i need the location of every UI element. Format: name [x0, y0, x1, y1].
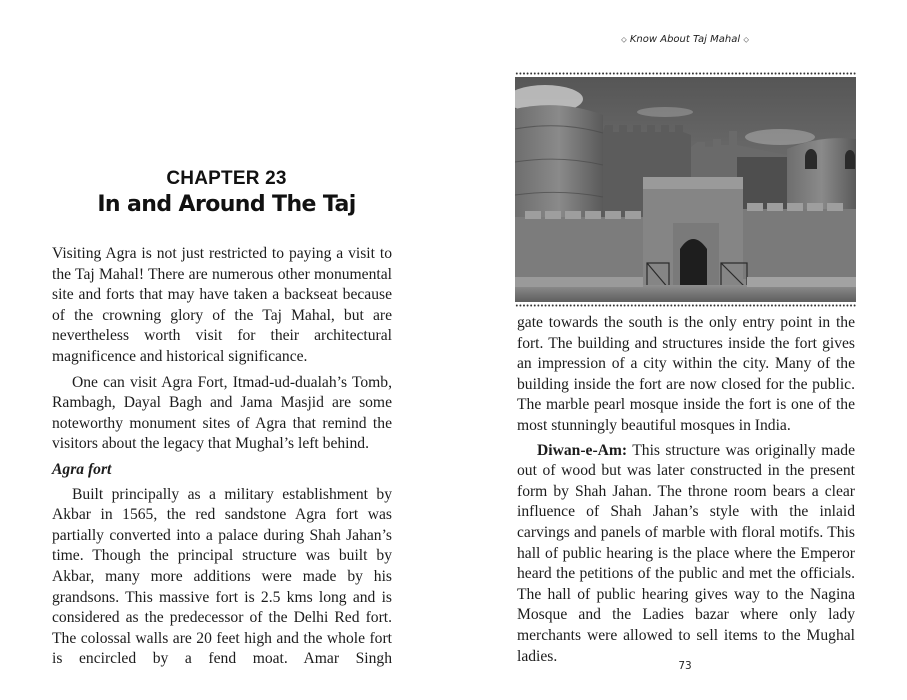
left-body-text — [52, 244, 392, 670]
paragraph-agra-fort: Built principally as a military establishment by Akbar in 1565, the red sandstone Agra fort was partially converted into a palace during Shah Jahan’s time. Though the principal structure was built by Akbar, many more additions were made by his grandsons. This massive fort is 2.5 kms long and is considered as the predecessor of the Delhi Red fort. The colossal walls are 20 feet high and the whole fort is encircled by a fend moat. Amar Singh — [52, 485, 392, 668]
paragraph-fort-continued: gate towards the south is the only entry point in the fort. The building and structures inside the fort gives an impression of a city within the city. Many of the building inside the fort are now closed for the public. The marble pearl mosque inside the fort is one of the most stunningly beautiful mosques in India. — [517, 314, 855, 434]
diwan-e-am-text: This structure was originally made out of wood but was later constructed in the present form by Shah Jahan. The throne room bears a clear influence of Shah Jahan’s style with the inlaid carvings and panels of marble with floral motifs. This hall of public hearing is the place where the Emperor heard the petitions of the public and met the officials. The hall of public hearing gives way to the Nagina Mosque and the Ladies bazar where only lady merchants were allowed to sell items to the Mughal ladies. — [517, 441, 855, 665]
fort-illustration — [515, 77, 856, 302]
page-number: 73 — [678, 660, 692, 672]
right-body-text — [517, 313, 855, 667]
bastion-window — [805, 149, 817, 169]
subhead-agra-fort: Agra fort — [52, 460, 112, 478]
dotted-rule-bottom — [515, 304, 856, 307]
cloud — [637, 107, 693, 117]
left-parapet — [515, 217, 645, 279]
chapter-title: In and Around The Taj — [97, 192, 356, 217]
gate-doorway — [680, 239, 707, 287]
right-parapet — [740, 209, 856, 279]
bastion-window — [845, 150, 855, 169]
dotted-rule-top — [515, 72, 856, 75]
paragraph-intro: Visiting Agra is not just restricted to paying a visit to the Taj Mahal! There are numerous other monumental site and forts that may have taken a backseat because of the crowning glory of the Taj Mahal, but are nevertheless worth visit for their architectural magnificence and historical significance. — [52, 245, 392, 365]
chapter-label: CHAPTER 23 — [166, 168, 287, 189]
cloud — [745, 129, 815, 145]
right-page — [453, 0, 907, 700]
term-diwan-e-am: Diwan-e-Am: — [537, 441, 628, 459]
ornament-left-icon: ⬦ — [621, 35, 627, 44]
gatehouse-crown — [643, 177, 743, 189]
paragraph-diwan-e-am — [517, 441, 855, 668]
paragraph-monuments: One can visit Agra Fort, Itmad-ud-dualah’s Tomb, Rambagh, Dayal Bagh and Jama Masjid are some noteworthy monument sites of Agra that remind the visitors about the legacy that Mughal’s left behind. — [52, 373, 392, 453]
running-header — [453, 34, 907, 45]
running-header-title: Know About Taj Mahal — [629, 34, 741, 45]
ramp-right — [747, 277, 856, 287]
figure-agra-fort — [515, 70, 856, 310]
ornament-right-icon: ⬦ — [743, 35, 749, 44]
courtyard — [515, 285, 856, 302]
photo-amar-singh-gate — [515, 77, 856, 302]
ramp-left — [515, 277, 643, 287]
left-page — [0, 0, 453, 700]
